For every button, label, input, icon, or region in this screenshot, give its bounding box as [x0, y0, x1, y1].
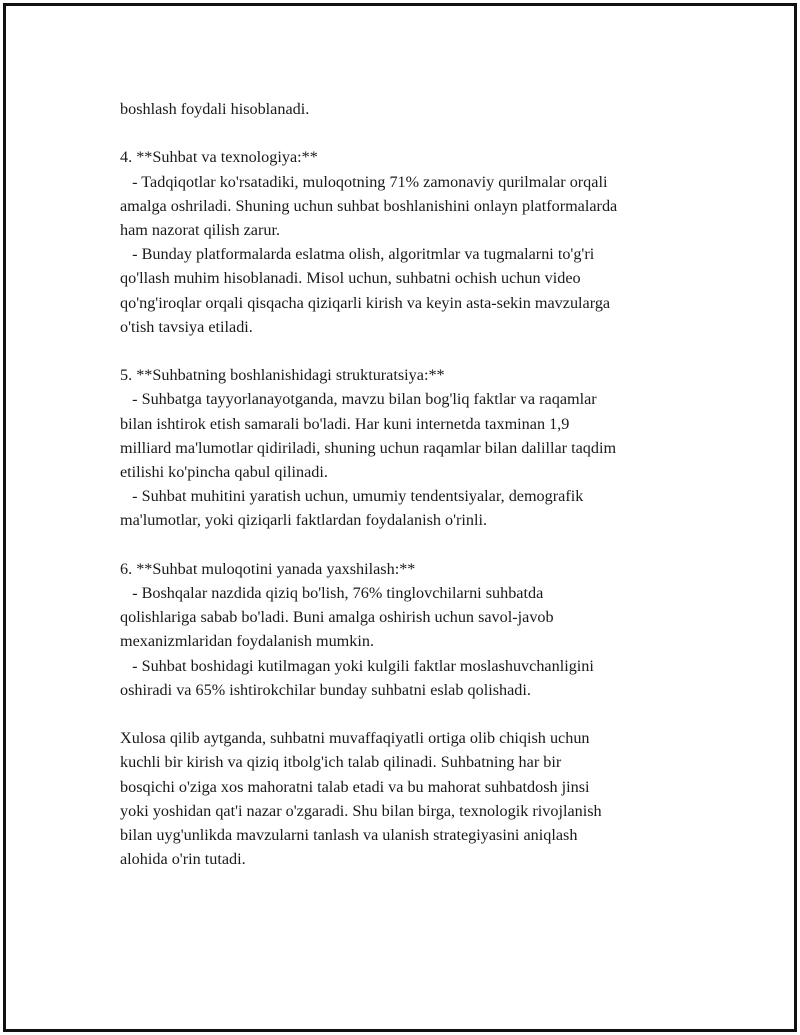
conclusion-line: Xulosa qilib aytganda, suhbatni muvaffaqiyatli ortiga olib chiqish uchun	[120, 729, 590, 748]
text-line: ma'lumotlar, yoki qiziqarli faktlardan foydalanish o'rinli.	[120, 511, 488, 530]
text-line: oshiradi va 65% ishtirokchilar bunday suhbatni eslab qolishadi.	[120, 680, 531, 699]
section-heading-5: 5. **Suhbatning boshlanishidagi strukturatsiya:**	[120, 366, 445, 385]
conclusion-line: bosqichi o'ziga xos mahoratni talab etadi va bu mahorat suhbatdosh jinsi	[120, 777, 590, 796]
text-line: - Suhbat muhitini yaratish uchun, umumiy tendentsiyalar, demografik	[120, 487, 584, 506]
paragraph-gap	[120, 533, 720, 557]
text-line: mexanizmlaridan foydalanish mumkin.	[120, 632, 374, 651]
text-line: - Boshqalar nazdida qiziq bo'lish, 76% tinglovchilarni suhbatda	[120, 584, 544, 603]
conclusion-line: yoki yoshidan qat'i nazar o'zgaradi. Shu bilan birga, texnologik rivojlanish	[120, 801, 602, 820]
text-line: o'tish tavsiya etiladi.	[120, 317, 253, 336]
text-line: qo'llash muhim hisoblanadi. Misol uchun, suhbatni ochish uchun video	[120, 269, 581, 288]
text-line: - Suhbat boshidagi kutilmagan yoki kulgili faktlar moslashuvchanligini	[120, 656, 594, 675]
paragraph-gap	[120, 339, 720, 363]
document-body	[120, 97, 720, 871]
text-line: qo'ng'iroqlar orqali qisqacha qiziqarli kirish va keyin asta-sekin mavzularga	[120, 293, 611, 312]
conclusion-line: alohida o'rin tutadi.	[120, 850, 246, 869]
text-line: qolishlariga sabab bo'ladi. Buni amalga oshirish uchun savol-javob	[120, 608, 554, 627]
conclusion-line: bilan uyg'unlikda mavzularni tanlash va ulanish strategiyasini aniqlash	[120, 826, 578, 845]
text-line: - Tadqiqotlar ko'rsatadiki, muloqotning 71% zamonaviy qurilmalar orqali	[120, 172, 608, 191]
text-line: - Suhbatga tayyorlanayotganda, mavzu bilan bog'liq faktlar va raqamlar	[120, 390, 597, 409]
text-line: amalga oshriladi. Shuning uchun suhbat boshlanishini onlayn platformalarda	[120, 196, 618, 215]
text-line: ham nazorat qilish zarur.	[120, 221, 281, 239]
paragraph-gap	[120, 121, 720, 145]
text-line: bilan ishtirok etish samarali bo'ladi. Har kuni internetda taxminan 1,9	[120, 414, 570, 433]
text-line: - Bunday platformalarda eslatma olish, algoritmlar va tugmalarni to'g'ri	[120, 245, 595, 264]
text-line: etilishi ko'pincha qabul qilinadi.	[120, 463, 328, 482]
text-line: boshlash foydali hisoblanadi.	[120, 100, 310, 118]
section-heading-4: 4. **Suhbat va texnologiya:**	[120, 148, 318, 167]
document-page	[3, 3, 797, 1032]
text-line: milliard ma'lumotlar qidiriladi, shuning uchun raqamlar bilan dalillar taqdim	[120, 438, 617, 457]
paragraph-gap	[120, 702, 720, 726]
conclusion-line: kuchli bir kirish va qiziq itbolg'ich talab qilinadi. Suhbatning har bir	[120, 753, 562, 772]
section-heading-6: 6. **Suhbat muloqotini yanada yaxshilash:**	[120, 559, 416, 578]
